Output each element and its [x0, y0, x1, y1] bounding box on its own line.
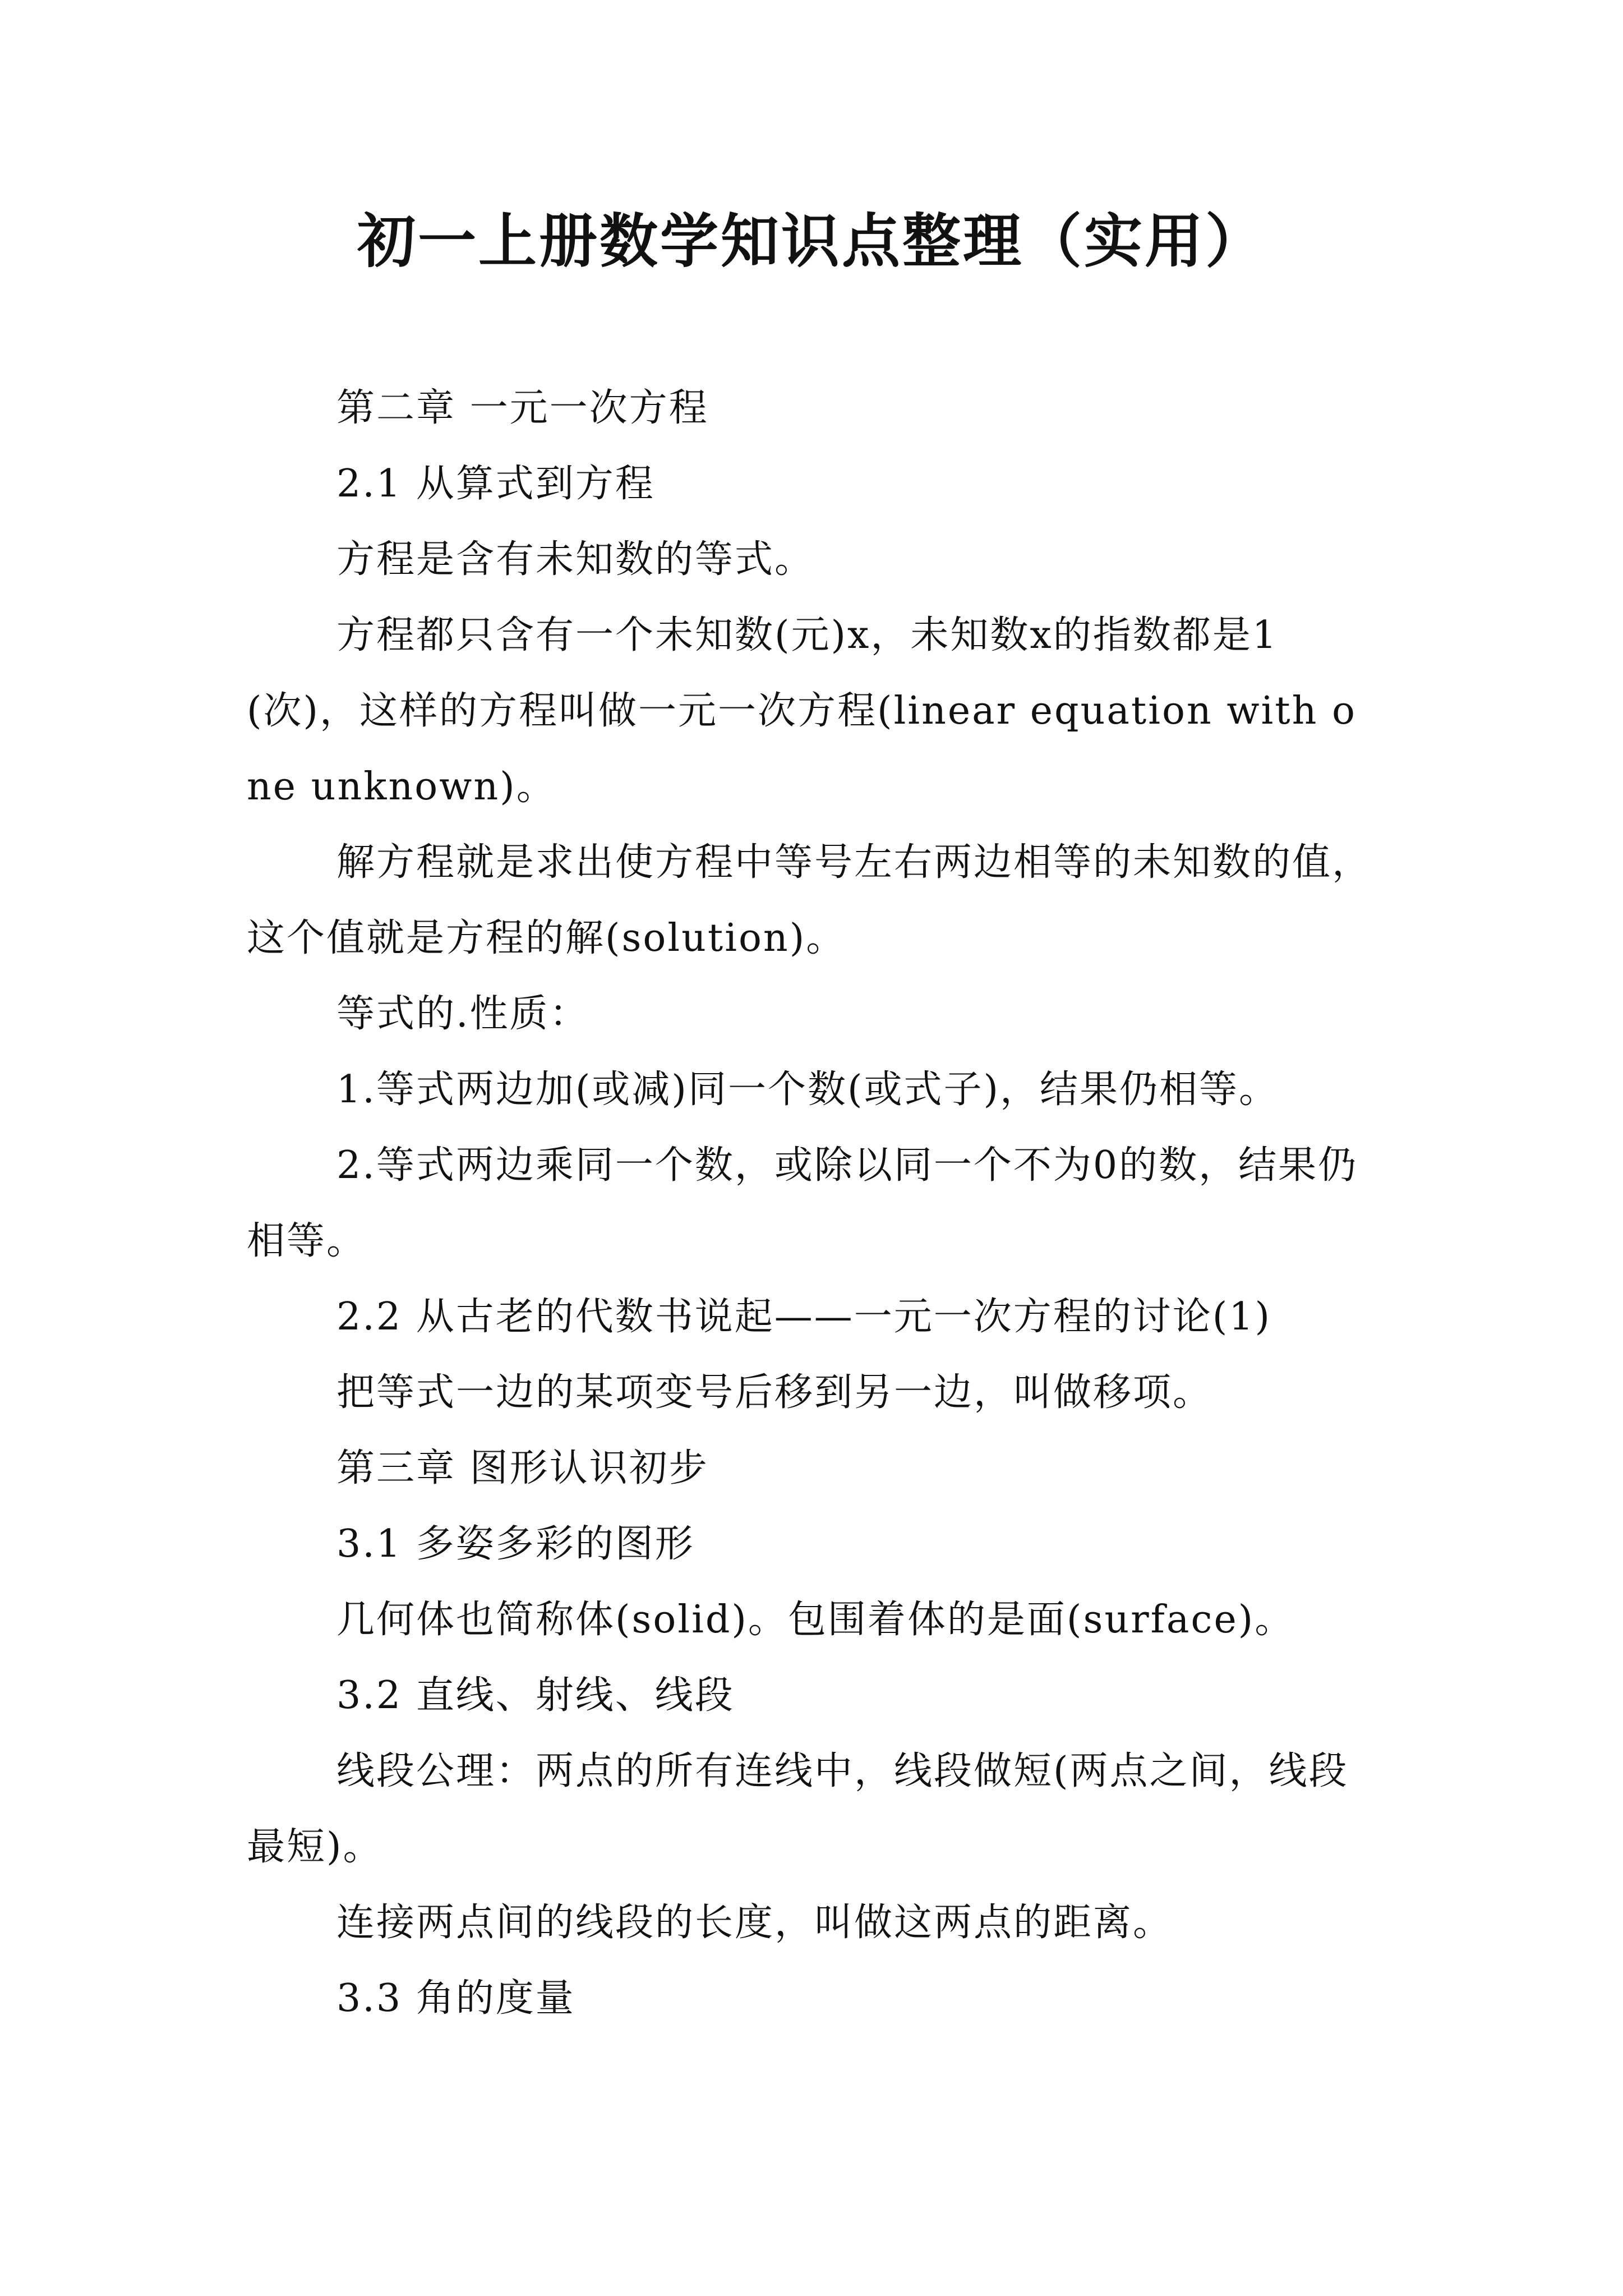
paragraph-equation-definition: 方程是含有未知数的等式。: [336, 537, 815, 582]
paragraph-segment-axiom: 线段公理：两点的所有连线中，线段做短(两点之间，线段最短)。: [247, 1749, 1349, 1869]
section-2-1-heading: 2.1 从算式到方程: [336, 462, 655, 506]
section-3-1-heading: 3.1 多姿多彩的图形: [336, 1522, 695, 1566]
document-title: 初一上册数学知识点整理（实用）: [357, 206, 1266, 275]
paragraph-distance: 连接两点间的线段的长度，叫做这两点的距离。: [336, 1901, 1173, 1945]
document-body: [247, 370, 1380, 2036]
list-item-property-2: 2.等式两边乘同一个数，或除以同一个不为0的数，结果仍相等。: [247, 1143, 1358, 1263]
section-3-2-heading: 3.2 直线、射线、线段: [336, 1673, 735, 1718]
section-3-3-heading: 3.3 角的度量: [336, 1976, 575, 2021]
section-2-2-heading: 2.2 从古老的代数书说起——一元一次方程的讨论(1): [336, 1295, 1272, 1339]
list-item-property-1: 1.等式两边加(或减)同一个数(或式子)，结果仍相等。: [336, 1068, 1279, 1112]
paragraph-equality-properties: 等式的.性质：: [336, 992, 589, 1036]
paragraph-linear-equation: 方程都只含有一个未知数(元)x，未知数x的指数都是1(次)，这样的方程叫做一元一次方程(linear equation with one unknown)。: [247, 613, 1357, 809]
paragraph-solution: 解方程就是求出使方程中等号左右两边相等的未知数的值，这个值就是方程的解(solution)。: [247, 840, 1372, 960]
paragraph-transposition: 把等式一边的某项变号后移到另一边，叫做移项。: [336, 1370, 1213, 1415]
chapter-2-heading: 第二章 一元一次方程: [336, 386, 709, 430]
chapter-3-heading: 第三章 图形认识初步: [336, 1446, 709, 1490]
paragraph-solid: 几何体也简称体(solid)。包围着体的是面(surface)。: [336, 1598, 1295, 1642]
